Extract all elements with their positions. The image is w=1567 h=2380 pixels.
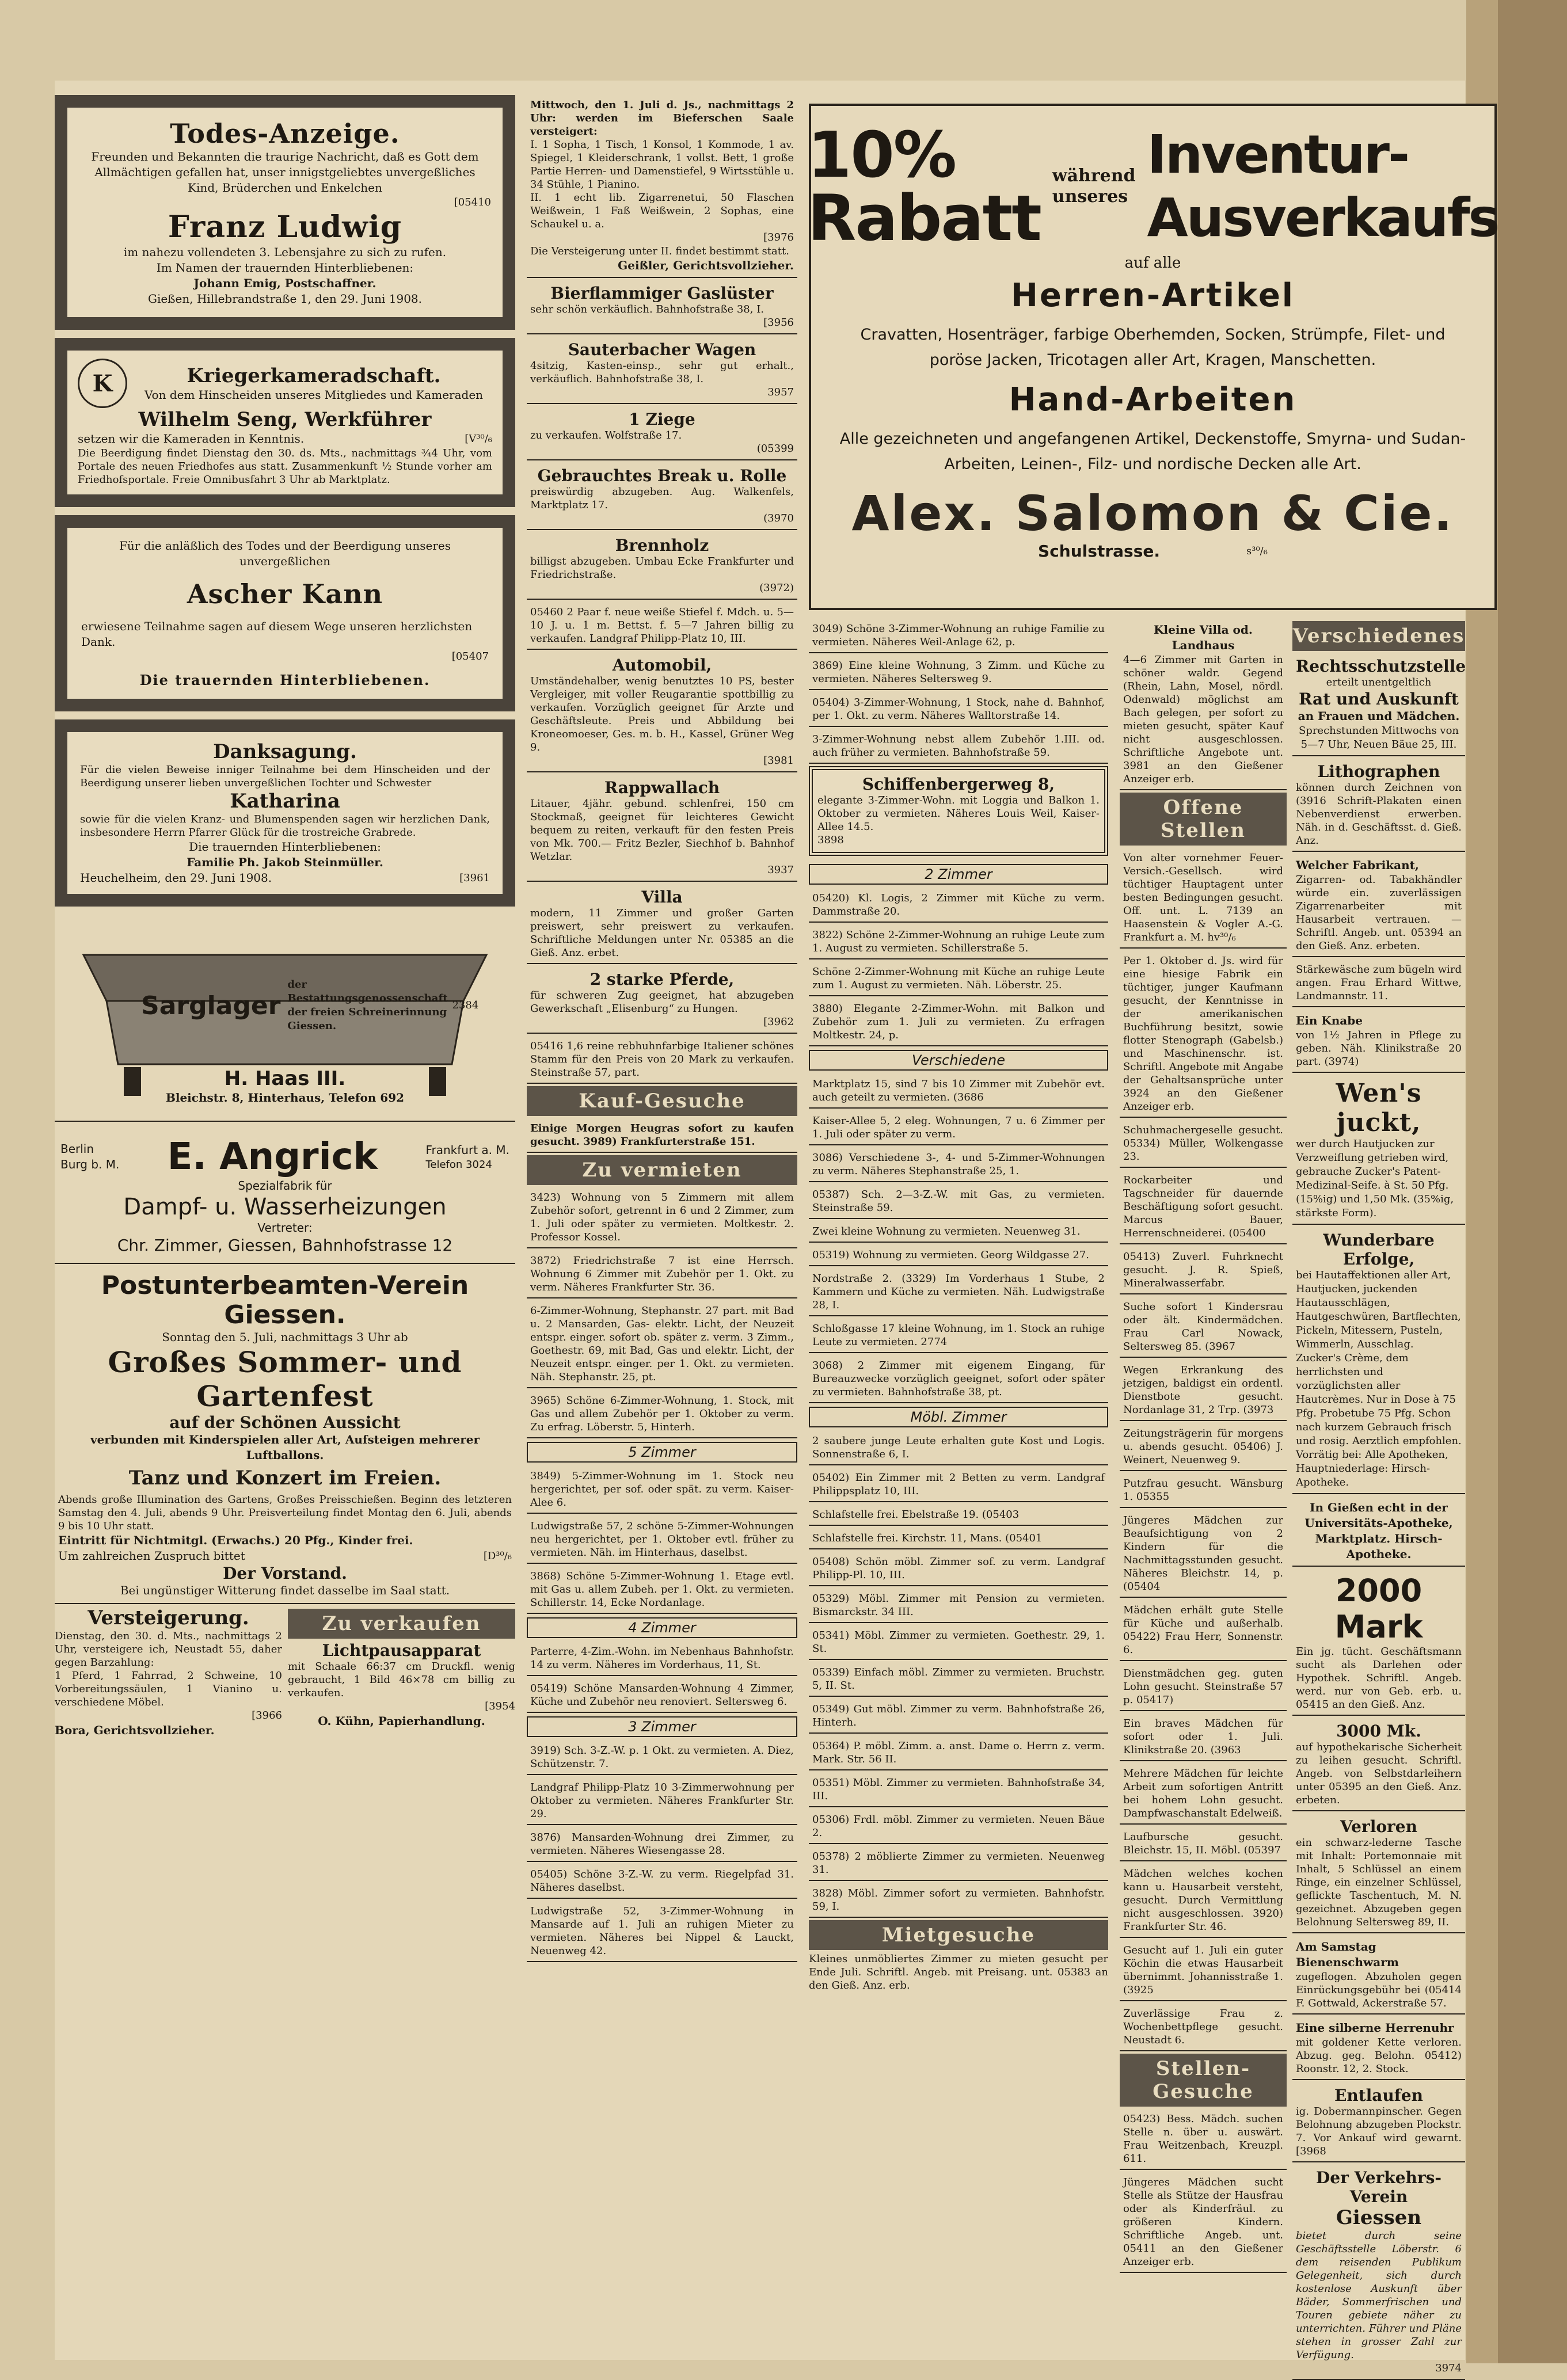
small-ad-text: sehr schön verkäuflich. Bahnhofstraße 38, I. <box>530 303 765 315</box>
list-item: Ludwigstraße 52, 3-Zimmer-Wohnung in Mansarde auf 1. Juli an ruhigen Mieter zu vermieten. Näheres bei Nippel & Lauckt, Neuenweg 42. <box>527 1901 797 1962</box>
small-ad <box>527 532 797 600</box>
z3-header: 3 Zimmer <box>527 1716 797 1737</box>
versch-header: Verschiedene <box>809 1050 1108 1071</box>
post-sub: verbunden mit Kinderspielen aller Art, Aufsteigen mehrerer Luftballons. <box>90 1433 480 1462</box>
list-item: 3822) Schöne 2-Zimmer-Wohnung an ruhige Leute zum 1. August zu vermieten. Schillerstraße 5. <box>809 925 1108 959</box>
sarg-sub: der Bestattungsgenossenschaft der freien Schreinerinnung Giessen. <box>287 978 448 1032</box>
juckt-ad <box>1292 1075 1465 1225</box>
list-item: Zuverlässige Frau z. Wochenbettpflege gesucht. Neustadt 6. <box>1120 2004 1287 2051</box>
list-item: Schloßgasse 17 kleine Wohnung, im 1. Stock an ruhige Leute zu vermieten. 2774 <box>809 1319 1108 1353</box>
column-5 <box>1292 619 1466 2374</box>
todes-code: [05410 <box>454 196 491 208</box>
list-item: Ein braves Mädchen für sofort oder 1. Juli. Klinikstraße 20. (3963 <box>1120 1713 1287 1761</box>
column-4 <box>1120 619 1287 2357</box>
list-item: 3876) Mansarden-Wohnung drei Zimmer, zu vermieten. Näheres Wiesengasse 28. <box>527 1827 797 1862</box>
list-item: 3880) Elegante 2-Zimmer-Wohn. mit Balkon und Zubehör zum 1. Juli zu vermieten. Zu erfragen Moltkestr. 24, p. <box>809 999 1108 1046</box>
list-item: 05408) Schön möbl. Zimmer sof. zu verm. Landgraf Philipp-Pl. 10, III. <box>809 1552 1108 1586</box>
c3-list <box>809 619 1108 764</box>
list-item: 05364) P. möbl. Zimm. a. anst. Dame o. Herrn z. verm. Mark. Str. 56 II. <box>809 1736 1108 1770</box>
list-item: 05329) Möbl. Zimmer mit Pension zu vermieten. Bismarckstr. 34 III. <box>809 1589 1108 1623</box>
angrick-vert: Vertreter: <box>257 1221 313 1235</box>
rabatt-inventur: Inventur-Ausverkaufs <box>1147 124 1498 249</box>
mobl-list <box>809 1431 1108 1918</box>
ascher-text2: erwiesene Teilnahme sagen auf diesem Wege unseren herzlichsten Dank. <box>81 619 473 649</box>
small-ads-list <box>527 280 797 1084</box>
z5-list <box>527 1466 797 1614</box>
krieger-logo-icon: K <box>78 359 127 408</box>
post-verein-ad <box>55 1266 515 1604</box>
dank-text3: Die trauernden Hinterbliebenen: <box>189 840 381 854</box>
verkehr-ad <box>1292 2165 1465 2380</box>
small-ad-title: 1 Ziege <box>629 410 695 429</box>
small-ad-text: billigst abzugeben. Umbau Ecke Frankfurter und Friedrichstraße. <box>530 555 794 581</box>
small-ad-code: [3956 <box>763 317 794 329</box>
small-ad-title: Brennholz <box>615 536 709 555</box>
rabatt-hand: Hand-Arbeiten <box>1009 381 1297 418</box>
verk-text: mit Schaale 66:37 cm Druckfl. wenig gebraucht, 1 Bild 46×78 cm billig zu verkaufen. <box>288 1661 515 1699</box>
sarg-name: H. Haas III. <box>224 1067 346 1090</box>
mittwoch-items2: II. 1 echt lib. Zigarrenetui, 50 Flaschen Weißwein, 1 Faß Weißwein, 2 Sophas, eine Schaukel u. a. <box>530 192 794 230</box>
list-item: Rockarbeiter und Tagschneider für dauernde Beschäftigung sofort gesucht. Marcus Bauer, Herrenschneiderei. (05400 <box>1120 1170 1287 1244</box>
list-item: 05341) Möbl. Zimmer zu vermieten. Goethestr. 29, 1. St. <box>809 1625 1108 1660</box>
list-item: Ludwigstraße 57, 2 schöne 5-Zimmer-Wohnungen neu hergerichtet, per 1. Oktober evtl. früher zu vermieten. Näh. im Hinterhaus, daselbst. <box>527 1516 797 1564</box>
small-ad <box>527 966 797 1034</box>
uhr-ad <box>1292 2017 1465 2080</box>
angrick-right: Frankfurt a. M. <box>425 1143 509 1157</box>
sarg-code: 2384 <box>452 999 479 1011</box>
small-ad <box>527 775 797 882</box>
list-item: 05378) 2 möblierte Zimmer zu vermieten. Neuenweg 31. <box>809 1846 1108 1881</box>
angrick-tel: Telefon 3024 <box>425 1158 492 1171</box>
mittwoch-code: [3976 <box>763 231 794 243</box>
ascher-anzeige <box>55 515 515 711</box>
krieger-text2: setzen wir die Kameraden in Kenntnis. <box>78 432 305 445</box>
list-item: Schlafstelle frei. Ebelstraße 19. (05403 <box>809 1505 1108 1526</box>
small-ad <box>527 602 797 650</box>
small-ad <box>527 1036 797 1084</box>
rabatt-code: s³⁰/₆ <box>1246 544 1268 557</box>
mietgesuche-header: Mietgesuche <box>809 1920 1108 1950</box>
villa-gesuch <box>1120 619 1287 790</box>
stellen-header: Stellen-Gesuche <box>1120 2054 1287 2107</box>
stark-text: Stärkewäsche zum bügeln wird angen. Frau Erhard Wittwe, Landmannstr. 11. <box>1296 964 1462 1002</box>
post-eintritt: Eintritt für Nichtmitgl. (Erwachs.) 20 Pfg., Kinder frei. <box>58 1533 413 1547</box>
list-item: 05387) Sch. 2—3-Z.-W. mit Gas, zu vermieten. Steinstraße 59. <box>809 1185 1108 1219</box>
mietgesuche-text: Kleines unmöbliertes Zimmer zu mieten gesucht per Ende Juli. Schriftl. Angeb. mit Preisang. unt. 05383 an den Gieß. Anz. erb. <box>809 1953 1108 1991</box>
small-ad-code: (3972) <box>759 582 794 594</box>
list-item: Laufbursche gesucht. Bleichstr. 15, II. Möbl. (05397 <box>1120 1827 1287 1861</box>
list-item: 3423) Wohnung von 5 Zimmern mit allem Zubehör sofort, getrennt in 6 und 2 Zimmer, zum 1. Juli oder später zu vermieten. Moltkestr. 2. Professor Kossel. <box>527 1187 797 1248</box>
recht-ad <box>1292 653 1465 756</box>
small-ad-title: Sauterbacher Wagen <box>568 340 756 359</box>
post-date: Sonntag den 5. Juli, nachmittags 3 Uhr ab <box>162 1330 408 1344</box>
ascher-name: Ascher Kann <box>187 578 383 610</box>
sarg-label: Sarglager <box>141 991 281 1020</box>
dank-family: Familie Ph. Jakob Steinmüller. <box>187 855 383 869</box>
kauf-text: Einige Morgen Heugras sofort zu kaufen gesucht. 3989) Frankfurterstraße 151. <box>527 1118 797 1153</box>
dank-text: Für die vielen Beweise inniger Teilnahme bei dem Hinscheiden und der Beerdigung unserer lieben unvergeßlichen Tochter und Schwester <box>80 764 490 789</box>
zig-text: Zigarren- od. Tabakhändler würde ein. zuverlässigen Zigarrenarbeiter mit Hausarbeit vertrauen. — Schriftl. Angeb. unt. 05394 an den Gieß. Anz. erbeten. <box>1296 874 1462 952</box>
small-ad-title: Villa <box>641 888 683 907</box>
krieger-title: Kriegerkameradschaft. <box>187 364 441 387</box>
list-item: Dienstmädchen geg. guten Lohn gesucht. Steinstraße 57 p. 05417) <box>1120 1663 1287 1711</box>
krieger-name: Wilhelm Seng, Werkführer <box>138 408 432 431</box>
todes-place: Gießen, Hillebrandstraße 1, den 29. Juni 1908. <box>147 292 423 306</box>
list-item: 3086) Verschiedene 3-, 4- und 5-Zimmer-Wohnungen zu verm. Näheres Stephanstraße 25, 1. <box>809 1148 1108 1182</box>
small-ad <box>527 463 797 530</box>
list-item: Parterre, 4-Zim.-Wohn. im Nebenhaus Bahnhofstr. 14 zu verm. Näheres im Vorderhaus, 11, St. <box>527 1642 797 1676</box>
rabatt-word2: unseres <box>1052 186 1128 207</box>
list-item: Zeitungsträgerin für morgens u. abends gesucht. 05406) J. Weinert, Neuenweg 9. <box>1120 1423 1287 1471</box>
schiff-title: Schiffenbergerweg 8, <box>862 775 1055 794</box>
rabatt-herren: Herren-Artikel <box>1010 277 1295 314</box>
list-item: 05405) Schöne 3-Z.-W. zu verm. Riegelpfad 31. Näheres daselbst. <box>527 1864 797 1899</box>
stark-ad <box>1292 959 1465 1007</box>
mittwoch-note: Die Versteigerung unter II. findet bestimmt statt. <box>530 245 789 257</box>
verkehr-sub: Giessen <box>1336 2206 1422 2229</box>
ascher-sig: Die trauernden Hinterbliebenen. <box>139 672 431 688</box>
list-item: Schöne 2-Zimmer-Wohnung mit Küche an ruhige Leute zum 1. August zu vermieten. Näh. Löberstr. 25. <box>809 962 1108 996</box>
offene-list <box>1120 848 1287 2051</box>
small-ad-text: preiswürdig abzugeben. Aug. Walkenfels, Marktplatz 17. <box>530 486 794 511</box>
hirsch-text: In Gießen echt in der Universitäts-Apotheke, Marktplatz. Hirsch-Apotheke. <box>1304 1501 1453 1561</box>
angrick-name: E. Angrick <box>167 1136 378 1178</box>
list-item: 05306) Frdl. möbl. Zimmer zu vermieten. Neuen Bäue 2. <box>809 1810 1108 1844</box>
verst-sig: Bora, Gerichtsvollzieher. <box>55 1723 215 1737</box>
z4-list <box>527 1642 797 1713</box>
litho-ad <box>1292 759 1465 852</box>
list-item: 05349) Gut möbl. Zimmer zu verm. Bahnhofstraße 26, Hinterh. <box>809 1699 1108 1734</box>
todes-mourners: Im Namen der trauernden Hinterbliebenen: <box>156 261 414 275</box>
post-rain: Bei ungünstiger Witterung findet dasselbe im Saal statt. <box>120 1583 450 1597</box>
uhr-text: mit goldener Kette verloren. Abzug. geg. Belohn. 05412) Roonstr. 12, 2. Stock. <box>1296 2036 1462 2075</box>
offene-header: Offene Stellen <box>1120 793 1287 846</box>
angrick-spec: Spezialfabrik für <box>238 1179 332 1193</box>
zig-ad <box>1292 854 1465 957</box>
verst-title: Versteigerung. <box>88 1606 249 1629</box>
small-ad <box>527 337 797 404</box>
small-ad-title: Gebrauchtes Break u. Rolle <box>537 466 787 485</box>
list-item: 05420) Kl. Logis, 2 Zimmer mit Küche zu verm. Dammstraße 20. <box>809 888 1108 923</box>
krieger-text: Von dem Hinscheiden unseres Mitgliedes und Kameraden <box>144 387 484 402</box>
list-item: 05423) Bess. Mädch. suchen Stelle n. über u. auswärt. Frau Weitzenbach, Kreuzpl. 611. <box>1120 2109 1287 2170</box>
column-3 <box>809 619 1108 2357</box>
verk-code: [3954 <box>485 1700 515 1712</box>
juckt-title: Wen's juckt, <box>1336 1079 1422 1137</box>
uhr-title: Eine silberne Herrenuhr <box>1296 2021 1454 2035</box>
post-code: [D³⁰/₆ <box>483 1549 512 1562</box>
small-ad-title: Automobil, <box>612 656 712 675</box>
list-item: Gesucht auf 1. Juli ein guter Köchin die etwas Hausarbeit übernimmt. Johannisstraße 1. (3925 <box>1120 1940 1287 2001</box>
bienen-ad <box>1292 1936 1465 2015</box>
schiff-text: elegante 3-Zimmer-Wohn. mit Loggia und Balkon 1. Oktober zu vermieten. Näheres Louis Weil, Kaiser-Allee 14.5. <box>817 794 1100 833</box>
list-item: 05419) Schöne Mansarden-Wohnung 4 Zimmer, Küche und Zubehör neu renoviert. Seltersweg 6. <box>527 1678 797 1713</box>
litho-text: können durch Zeichnen von (3916 Schrift-Plakaten einen Nebenverdienst erwerben. Näh. in d. Geschäftsst. d. Gieß. Anz. <box>1296 782 1462 847</box>
verloren-text: ein schwarz-lederne Tasche mit Inhalt: Portemonnaie mit Inhalt, 5 Schlüssel an einem Ringe, ein einzelner Schlüssel, geflickte Taschentuch, M. N. gezeichnet. Abzugeben gegen Belohnung Seltersweg 89, II. <box>1296 1837 1462 1928</box>
dank-title: Danksagung. <box>213 740 357 763</box>
recht-sprech: Sprechstunden Mittwochs von 5—7 Uhr, Neuen Bäue 25, III. <box>1298 725 1459 751</box>
small-ad-text: Litauer, 4jähr. gebund. schlenfrei, 150 cm Stockmaß, geeignet für leichteres Gewicht bequem zu reiten, verkauft für den festen Preis von Mk. 700.— Fritz Bezler, Siechhof b. Bahnhof Wetzlar. <box>530 798 794 863</box>
list-item: 05413) Zuverl. Fuhrknecht gesucht. J. R. Spieß, Mineralwasserfabr. <box>1120 1247 1287 1294</box>
small-ad-code: [3962 <box>763 1016 794 1028</box>
mk3000-title: 3000 Mk. <box>1336 1722 1421 1741</box>
small-ad-code: [3981 <box>763 755 794 767</box>
rabatt-word1: während <box>1052 166 1136 186</box>
page-edge <box>1498 0 1567 2363</box>
small-ad-text: 4sitzig, Kasten-einsp., sehr gut erhalt., verkäuflich. Bahnhofstraße 38, I. <box>530 360 794 385</box>
angrick-ad <box>55 1128 515 1264</box>
mark-ad <box>1292 1569 1465 1716</box>
zu-verkaufen-ad <box>288 1606 515 1738</box>
rabatt-text: Cravatten, Hosenträger, farbige Oberhemden, Socken, Strümpfe, Filet- und poröse Jacken, Tricotagen aller Art, Kragen, Manschetten. <box>860 326 1446 369</box>
list-item: 3965) Schöne 6-Zimmer-Wohnung, 1. Stock, mit Gas und allem Zubehör per 1. Oktober zu verm. Zu erfrag. Löberstr. 5, Hinterh. <box>527 1391 797 1438</box>
recht-text: erteilt unentgeltlich <box>1326 676 1432 688</box>
mk3000-ad <box>1292 1718 1465 1811</box>
list-item: 2 saubere junge Leute erhalten gute Kost und Logis. Sonnenstraße 6, I. <box>809 1431 1108 1465</box>
list-item: Suche sofort 1 Kindersrau oder ält. Kindermädchen. Frau Carl Nowack, Seltersweg 85. (3967 <box>1120 1297 1287 1358</box>
mittwoch-sig: Geißler, Gerichtsvollzieher. <box>618 258 794 272</box>
mark-text: Ein jg. tücht. Geschäftsmann sucht als Darlehen oder Hypothek. Schriftl. Angeb. werd. nur von Geb. erb. u. 05415 an den Gieß. Anz. <box>1296 1646 1462 1711</box>
list-item: 3868) Schöne 5-Zimmer-Wohnung 1. Etage evtl. mit Gas u. allem Zubeh. per 1. Okt. zu vermieten. Schillerstr. 14, Ecke Nordanlage. <box>527 1566 797 1614</box>
list-item: 3919) Sch. 3-Z.-W. p. 1 Okt. zu vermieten. A. Diez, Schützenstr. 7. <box>527 1741 797 1775</box>
angrick-left: Berlin Burg b. M. <box>60 1142 120 1171</box>
dank-place: Heuchelheim, den 29. Juni 1908. <box>80 871 272 885</box>
list-item: 05402) Ein Zimmer mit 2 Betten zu verm. Landgraf Philippsplatz 10, III. <box>809 1468 1108 1502</box>
list-item: 3849) 5-Zimmer-Wohnung im 1. Stock neu hergerichtet, per sof. oder spät. zu verm. Kaiser-Alee 6. <box>527 1466 797 1514</box>
versteigerung-ad <box>55 1606 282 1738</box>
angrick-who: Chr. Zimmer, Giessen, Bahnhofstrasse 12 <box>117 1236 453 1255</box>
rabatt-auf: auf alle <box>1124 254 1181 272</box>
mark-title: 2000 Mark <box>1334 1572 1423 1645</box>
column-1 <box>55 81 515 2360</box>
small-ad <box>527 280 797 334</box>
small-ad-text: modern, 11 Zimmer und großer Garten preiswert, sehr preiswert zu verkaufen. Schriftliche Meldungen unter Nr. 05385 an die Gieß. Anz. erbet. <box>530 907 794 959</box>
angrick-prod: Dampf- u. Wasserheizungen <box>123 1194 447 1220</box>
wunder-ad <box>1292 1227 1465 1494</box>
schiff-code: 3898 <box>817 834 844 846</box>
entl-text: ig. Dobermannpinscher. Gegen Belohnung abzugeben Plockstr. 7. Vor Ankauf wird gewarnt. [3968 <box>1296 2105 1462 2157</box>
verk-header: Zu verkaufen <box>288 1609 515 1639</box>
zig-title: Welcher Fabrikant, <box>1296 858 1419 872</box>
list-item: Jüngeres Mädchen sucht Stelle als Stütze der Hausfrau oder als Kinderfräul. zu größeren Kindern. Schriftliche Angeb. unt. 05411 an den Gießener Anzeiger erb. <box>1120 2172 1287 2273</box>
ascher-code: [05407 <box>451 650 489 662</box>
hirsch-ad <box>1292 1496 1465 1567</box>
list-item: 3-Zimmer-Wohnung nebst allem Zubehör 1.III. od. auch früher zu vermieten. Bahnhofstraße 59. <box>809 729 1108 764</box>
post-vorstand: Der Vorstand. <box>223 1564 347 1583</box>
small-ad-text: für schweren Zug geeignet, hat abzugeben Gewerkschaft „Elisenburg“ zu Hungen. <box>530 989 794 1015</box>
recht-title: Rechtsschutzstelle <box>1296 657 1466 676</box>
small-ad-text: 05416 1,6 reine rebhuhnfarbige Italiener schönes Stamm für den Preis von 20 Mark zu verkaufen. Steinstraße 57, part. <box>530 1040 794 1079</box>
list-item: Per 1. Oktober d. Js. wird für eine hiesige Fabrik ein tüchtiger, junger Kaufmann gesucht, der Kenntnisse in der amerikanischen Buchführung besitzt, sowie flotter Stenograph (Gabelsb.) und Maschinenschr. ist. Schriftl. Angebote mit Angabe der Gehaltsansprüche unter 3924 an den Gießener Anzeiger erb. <box>1120 951 1287 1118</box>
list-item: 3872) Friedrichstraße 7 ist eine Herrsch. Wohnung 6 Zimmer mit Zubehör per 1. Okt. zu verm. Näheres Frankfurter Str. 36. <box>527 1251 797 1298</box>
list-item: Marktplatz 15, sind 7 bis 10 Zimmer mit Zubehör evt. auch geteilt zu vermieten. (3686 <box>809 1074 1108 1109</box>
todes-title: Todes-Anzeige. <box>170 118 400 149</box>
list-item: Mädchen welches kochen kann u. Hausarbeit versteht, gesucht. Durch Vermittlung nicht ausgeschlossen. 3920) Frankfurter Str. 46. <box>1120 1864 1287 1938</box>
bienen-title: Am Samstag Bienenschwarm <box>1296 1940 1399 1969</box>
verst-text: Dienstag, den 30. d. Mts., nachmittags 2 Uhr, versteigere ich, Neustadt 55, daher gegen Barzahlung: <box>55 1630 282 1669</box>
list-item: 3049) Schöne 3-Zimmer-Wohnung an ruhige Familie zu vermieten. Näheres Weil-Anlage 62, p. <box>809 619 1108 653</box>
post-bitte: Um zahlreichen Zuspruch bittet <box>58 1549 245 1563</box>
rabatt-text2: Alle gezeichneten und angefangenen Artikel, Deckenstoffe, Smyrna- und Sudan-Arbeiten, Leinen-, Filz- und nordische Decken alle Art. <box>839 430 1466 473</box>
list-item: Mehrere Mädchen für leichte Arbeit zum sofortigen Antritt bei hohem Lohn gesucht. Dampfwaschanstalt Edelweiß. <box>1120 1764 1287 1825</box>
sarglager-ad <box>55 915 515 1122</box>
z2-header: 2 Zimmer <box>809 864 1108 885</box>
small-ad-text: 05460 2 Paar f. neue weiße Stiefel f. Mdch. u. 5—10 J. u. 1 m. Bettst. f. 5—7 Jahren billig zu verkaufen. Landgraf Philipp-Platz 10, III. <box>530 606 794 645</box>
small-ad <box>527 406 797 460</box>
z3-list <box>527 1741 797 1962</box>
dank-text2: sowie für die vielen Kranz- und Blumenspenden sagen wir herzlichen Dank, insbesondere Herrn Pfarrer Glück für die trostreiche Grabrede. <box>80 813 490 839</box>
post-title: Postunterbeamten-Verein Giessen. <box>101 1271 469 1330</box>
knabe-text: von 1½ Jahren in Pflege zu geben. Näh. Klinikstraße 20 part. (3974) <box>1296 1029 1462 1068</box>
entl-ad <box>1292 2082 1465 2162</box>
verkehr-code: 3974 <box>1435 2362 1462 2374</box>
small-ad-code: (3970 <box>763 512 794 524</box>
column-2 <box>527 81 797 2360</box>
z4-header: 4 Zimmer <box>527 1617 797 1638</box>
list-item: Nordstraße 2. (3329) Im Vorderhaus 1 Stube, 2 Kammern und Küche zu vermieten. Näh. Ludwigstraße 28, I. <box>809 1269 1108 1316</box>
list-item: Schlafstelle frei. Kirchstr. 11, Mans. (05401 <box>809 1528 1108 1549</box>
verst-code: [3966 <box>252 1709 282 1722</box>
ascher-text: Für die anläßlich des Todes und der Beerdigung unseres unvergeßlichen <box>119 539 451 568</box>
mittwoch-ad <box>527 95 797 278</box>
schiff-ad <box>809 766 1108 856</box>
rabatt-firm: Alex. Salomon & Cie. <box>851 485 1454 542</box>
small-ad-title: Rappwallach <box>604 778 720 797</box>
verloren-title: Verloren <box>1340 1817 1417 1836</box>
list-item: Kaiser-Allee 5, 2 eleg. Wohnungen, 7 u. 6 Zimmer per 1. Juli oder später zu verm. <box>809 1111 1108 1145</box>
krieger-anzeige <box>55 338 515 507</box>
list-item: Von alter vornehmer Feuer-Versich.-Gesellsch. wird tüchtiger Hauptagent unter besten Bedingungen gesucht. Off. unt. L. 7139 an Haasenstein & Vogler A.-G. Frankfurt a. M. hv³⁰/₆ <box>1120 848 1287 949</box>
sarg-addr: Bleichstr. 8, Hinterhaus, Telefon 692 <box>165 1091 405 1105</box>
list-item: Zwei kleine Wohnung zu vermieten. Neuenweg 31. <box>809 1221 1108 1243</box>
post-loc: auf der Schönen Aussicht <box>169 1413 401 1432</box>
list-item: Jüngeres Mädchen zur Beaufsichtigung von 2 Kindern für die Nachmittagsstunden gesucht. Näheres Bleichstr. 14, p. (05404 <box>1120 1510 1287 1598</box>
rabatt-title: 10% Rabatt <box>807 118 1041 255</box>
z5-header: 5 Zimmer <box>527 1442 797 1463</box>
dank-code: [3961 <box>459 871 490 884</box>
todes-age: im nahezu vollendeten 3. Lebensjahre zu sich zu rufen. <box>123 245 447 259</box>
entl-title: Entlaufen <box>1334 2086 1423 2105</box>
verk-sig: O. Kühn, Papierhandlung. <box>318 1714 485 1728</box>
post-text: Abends große Illumination des Gartens, Großes Preisschießen. Beginn des letzteren Samstag den 4. Juli, abends 9 Uhr. Preisverteilung findet Montag den 6. Juli, abends 9 bis 10 Uhr statt. <box>58 1494 512 1532</box>
mittwoch-text: Mittwoch, den 1. Juli d. Js., nachmittags 2 Uhr: werden im Bieferschen Saale versteigert: <box>530 99 794 138</box>
krieger-code: [V³⁰/₆ <box>465 432 492 445</box>
list-item: 3869) Eine kleine Wohnung, 3 Zimm. und Küche zu vermieten. Näheres Seltersweg 9. <box>809 656 1108 690</box>
verkehr-text: bietet durch seine Geschäftsstelle Löberstr. 6 dem reisenden Publikum Gelegenheit, sich durch kostenlose Auskunft über Bäder, Sommerfrischen und Touren gebiete näher zu unterrichten. Führer und Pläne stehen in grosser Zahl zur Verfügung. <box>1296 2230 1462 2361</box>
list-item: 05319) Wohnung zu vermieten. Georg Wildgasse 27. <box>809 1245 1108 1266</box>
wunder-text: bei Hautaffektionen aller Art, Hautjucken, juckenden Hautausschlägen, Hautgeschwüren, Bartflechten, Pickeln, Mitessern, Pusteln, Wimmerln, Ausschlag. Zucker's Crème, dem herrlichsten und vorzüglichsten aller Hautcrèmes. Nur in Dose à 75 Pfg. Probetube 75 Pfg. Schon nach kurzem Gebrauch frisch und rosig. Aerztlich empfohlen. Vorrätig bei: Alle Apotheken, Hauptniederlage: Hirsch-Apotheke. <box>1296 1269 1462 1488</box>
rabatt-ad <box>809 104 1497 610</box>
krieger-text3: Die Beerdigung findet Dienstag den 30. ds. Mts., nachmittags ¾4 Uhr, vom Portale des neuen Friedhofes aus statt. Zusammenkunft ½ Stunde vorher am Friedhofsportale. Freie Omnibusfahrt 3 Uhr ab Marktplatz. <box>78 447 492 486</box>
versch2-header: Verschiedenes <box>1292 621 1465 651</box>
list-item: 05404) 3-Zimmer-Wohnung, 1 Stock, nahe d. Bahnhof, per 1. Okt. zu verm. Näheres Walltorstraße 14. <box>809 692 1108 727</box>
list-item: 05351) Möbl. Zimmer zu vermieten. Bahnhofstraße 34, III. <box>809 1773 1108 1807</box>
kauf-header: Kauf-Gesuche <box>527 1086 797 1116</box>
dank-name: Katharina <box>230 790 340 813</box>
mobl-header: Möbl. Zimmer <box>809 1407 1108 1427</box>
vermieten-list <box>527 1187 797 1438</box>
list-item: 3068) 2 Zimmer mit eigenem Eingang, für Bureauzwecke vorzüglich geeignet, sofort oder später zu vermieten. Bahnhofstraße 38, pt. <box>809 1355 1108 1403</box>
bienen-text: zugeflogen. Abzuholen gegen Einrückungsgebühr bei (05414 F. Gottwald, Ackerstraße 57. <box>1296 1971 1462 2009</box>
post-tanz: Tanz und Konzert im Freien. <box>128 1467 442 1490</box>
recht-frau: an Frauen und Mädchen. <box>1298 709 1460 723</box>
stellen-list <box>1120 2109 1287 2273</box>
verkehr-title: Der Verkehrs-Verein <box>1315 2168 1442 2206</box>
small-ad-code: (05399 <box>756 443 794 455</box>
list-item: Mädchen erhält gute Stelle für Küche und außerhalb. 05422) Frau Herr, Sonnenstr. 6. <box>1120 1600 1287 1661</box>
mittwoch-items1: I. 1 Sopha, 1 Tisch, 1 Konsol, 1 Kommode, 1 av. Spiegel, 1 Kleiderschrank, 1 vollst. Bett, 1 große Partie Herren- und Damenstiefel, 9 Wirtsstühle u. 34 Stühle, 1 Pianino. <box>530 139 794 191</box>
villa-text: 4—6 Zimmer mit Garten in schöner waldr. Gegend (Rhein, Lahn, Mosel, nördl. Odenwald) möglichst am Bach gelegen, per sofort zu mieten gesucht, später Kauf nicht ausgeschlossen. Schriftliche Angebote unt. 3981 an den Gießener Anzeiger erb. <box>1123 654 1283 785</box>
small-ad-code: 3937 <box>767 864 794 876</box>
list-item: 3828) Möbl. Zimmer sofort zu vermieten. Bahnhofstr. 59, I. <box>809 1883 1108 1918</box>
danksagung <box>55 719 515 907</box>
list-item: Wegen Erkrankung des jetzigen, baldigst ein ordentl. Dienstbote gesucht. Nordanlage 31, 2 Trp. (3973 <box>1120 1360 1287 1421</box>
todes-text: Freunden und Bekannten die traurige Nachricht, daß es Gott dem Allmächtigen gefallen hat, unser innigstgeliebtes unvergeßliches Kind, Brüderchen und Enkelchen <box>91 150 479 195</box>
rabatt-street: Schulstrasse. <box>1038 542 1160 561</box>
list-item: 05339) Einfach möbl. Zimmer zu vermieten. Bruchstr. 5, II. St. <box>809 1662 1108 1697</box>
small-ad-title: Bierflammiger Gaslüster <box>550 284 774 303</box>
small-ad <box>527 652 797 772</box>
vermieten-header: Zu vermieten <box>527 1155 797 1185</box>
juckt-text: wer durch Hautjucken zur Verzweiflung getrieben wird, gebrauche Zucker's Patent-Medizinal-Seife. à St. 50 Pfg. (15%ig) und 1,50 Mk. (35%ig, stärkste Form). <box>1296 1138 1454 1219</box>
recht-rat: Rat und Auskunft <box>1299 690 1459 709</box>
mk3000-text: auf hypothekarische Sicherheit zu leihen gesucht. Schriftl. Angeb. von Selbstdarleihern unter 05395 an den Gieß. Anz. erbeten. <box>1296 1741 1462 1806</box>
list-item: Landgraf Philipp-Platz 10 3-Zimmerwohnung per Oktober zu vermieten. Näheres Frankfurter Str. 29. <box>527 1777 797 1825</box>
small-ad-text: Umständehalber, wenig benutztes 10 PS, bester Vergleiger, mit voller Reugarantie spottbillig zu verkaufen. Vorzüglich geeignet für Arzte und Geschäftsleute. Preis und Abbildung bei Kroneomoeser, Ges. m. b. H., Kassel, Grüner Weg 9. <box>530 675 794 753</box>
small-ad <box>527 884 797 964</box>
todes-name: Franz Ludwig <box>168 210 402 245</box>
knabe-ad <box>1292 1010 1465 1073</box>
list-item: 6-Zimmer-Wohnung, Stephanstr. 27 part. mit Bad u. 2 Mansarden, Gas- elektr. Licht, der Neuzeit entspr. einger. sofort ob. später z. verm. 3 Zimm., Goethestr. 69, mit Bad, Gas und elektr. Licht, der Neuzeit entspr. einger. per 1. Okt. zu vermieten. Näh. Stephanstr. 25, pt. <box>527 1301 797 1388</box>
todes-who: Johann Emig, Postschaffner. <box>193 276 376 290</box>
verst-text2: 1 Pferd, 1 Fahrrad, 2 Schweine, 10 Vorbereitungssäulen, 1 Vianino u. verschiedene Möbel. <box>55 1670 282 1708</box>
wunder-title: Wunderbare Erfolge, <box>1323 1231 1435 1269</box>
small-ad-title: 2 starke Pferde, <box>589 970 735 989</box>
todes-anzeige <box>55 95 515 330</box>
small-ad-code: 3957 <box>767 386 794 398</box>
list-item: Schuhmachergeselle gesucht. 05334) Müller, Wolkengasse 23. <box>1120 1120 1287 1168</box>
z2-list <box>809 888 1108 1046</box>
versch-list <box>809 1074 1108 1403</box>
small-ad-text: zu verkaufen. Wolfstraße 17. <box>530 429 682 441</box>
post-fest: Großes Sommer- und Gartenfest <box>108 1345 462 1413</box>
knabe-title: Ein Knabe <box>1296 1014 1363 1027</box>
litho-title: Lithographen <box>1317 762 1440 781</box>
villa-title: Kleine Villa od. Landhaus <box>1154 623 1253 652</box>
verloren-ad <box>1292 1814 1465 1933</box>
verk-title: Lichtpausapparat <box>322 1641 481 1660</box>
newspaper-page <box>55 81 1498 2374</box>
list-item: Putzfrau gesucht. Wänsburg 1. 05355 <box>1120 1473 1287 1508</box>
